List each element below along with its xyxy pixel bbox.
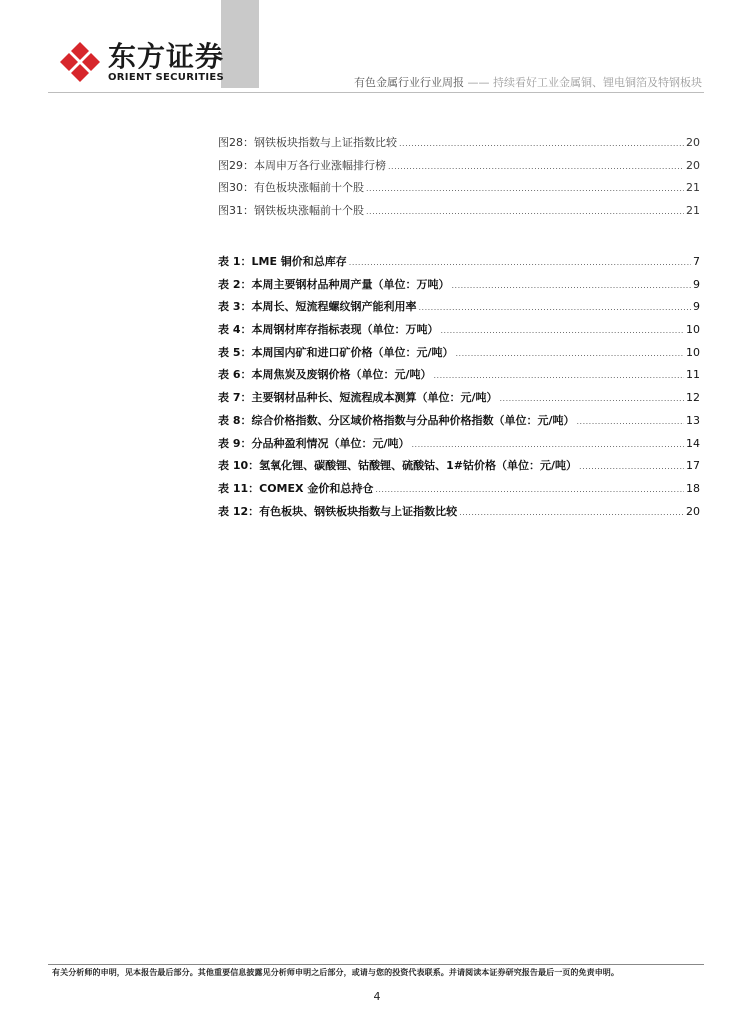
toc-row-table[interactable]: [218, 435, 700, 458]
toc-row-table[interactable]: [218, 366, 700, 389]
toc-row-figure[interactable]: [218, 134, 700, 157]
figure-list: [218, 134, 700, 225]
toc-row-figure[interactable]: [218, 202, 700, 225]
toc-page: 14: [686, 436, 700, 450]
toc-label: 表 2：本周主要钢材品种周产量（单位：万吨）: [218, 277, 450, 291]
toc-page: 21: [686, 181, 700, 195]
toc-label: 表 11：COMEX 金价和总持仓: [218, 481, 374, 495]
footer-divider: [48, 964, 704, 965]
toc-label: 表 7：主要钢材品种长、短流程成本测算（单位：元/吨）: [218, 391, 498, 405]
toc-page: 12: [686, 391, 700, 405]
toc-page: 11: [686, 368, 700, 382]
toc-row-table[interactable]: [218, 503, 700, 526]
toc-page: 7: [693, 255, 700, 268]
toc-row-table[interactable]: [218, 480, 700, 503]
toc-row-table[interactable]: [218, 344, 700, 367]
table-list: [218, 253, 700, 525]
toc-leader: [418, 303, 691, 312]
toc-page: 20: [686, 504, 700, 518]
toc-row-table[interactable]: [218, 298, 700, 321]
toc-leader: [412, 440, 685, 449]
toc-leader: [388, 162, 684, 171]
toc-row-table[interactable]: [218, 412, 700, 435]
toc-page: 10: [686, 323, 700, 337]
toc-row-table[interactable]: [218, 276, 700, 299]
toc-leader: [456, 349, 685, 358]
header-gray-bar: [221, 0, 259, 88]
toc-leader: [366, 207, 684, 216]
toc-label: 图30：有色板块涨幅前十个股: [218, 181, 364, 195]
toc-label: 表 12：有色板块、钢铁板块指数与上证指数比较: [218, 504, 458, 518]
toc-page: 10: [686, 345, 700, 359]
toc-label: 表 9：分品种盈利情况（单位：元/吨）: [218, 436, 410, 450]
toc-leader: [399, 139, 684, 148]
toc-label: 图31：钢铁板块涨幅前十个股: [218, 204, 364, 218]
toc-label: 表 10：氢氧化锂、碳酸锂、钴酸锂、硫酸钴、1#钴价格（单位：元/吨）: [218, 459, 578, 473]
toc-label: 表 1：LME 铜价和总库存: [218, 255, 347, 268]
toc-label: 表 5：本周国内矿和进口矿价格（单位：元/吨）: [218, 345, 454, 359]
toc-label: 表 8：综合价格指数、分区域价格指数与分品种价格指数（单位：元/吨）: [218, 413, 575, 427]
report-header-title: [354, 74, 702, 90]
page-number: 4: [373, 990, 381, 1003]
toc-page: 13: [686, 413, 700, 427]
toc-leader: [375, 485, 684, 494]
toc-row-table[interactable]: [218, 253, 700, 276]
toc-label: 图28：钢铁板块指数与上证指数比较: [218, 136, 397, 149]
report-subtitle: —— 持续看好工业金属铜、锂电铜箔及特钢板块: [467, 76, 702, 89]
toc-leader: [451, 281, 691, 290]
toc-page: 21: [686, 204, 700, 218]
brand-name-en: ORIENT SECURITIES: [108, 72, 225, 83]
toc-page: 9: [693, 300, 700, 314]
toc-leader: [349, 258, 691, 267]
toc-label: 表 6：本周焦炭及废钢价格（单位：元/吨）: [218, 368, 432, 382]
toc-leader: [366, 184, 684, 193]
toc-leader: [440, 326, 684, 335]
toc-row-figure[interactable]: [218, 157, 700, 180]
footer-disclaimer: 有关分析师的申明，见本报告最后部分。其他重要信息披露见分析师申明之后部分，或请与您的投资代表联系。并请阅读本证券研究报告最后一页的免责申明。: [52, 968, 619, 977]
toc-row-table[interactable]: [218, 457, 700, 480]
toc-page: 18: [686, 481, 700, 495]
orient-securities-logo-icon: [58, 40, 102, 84]
toc-leader: [500, 394, 685, 403]
toc-label: 图29：本周申万各行业涨幅排行榜: [218, 158, 386, 172]
toc-label: 表 4：本周钢材库存指标表现（单位：万吨）: [218, 323, 439, 337]
brand-name-cn: 东方证券: [108, 40, 225, 73]
header-divider: [48, 92, 704, 93]
toc-leader: [577, 417, 685, 426]
toc-row-table[interactable]: [218, 321, 700, 344]
toc-label: 表 3：本周长、短流程螺纹钢产能利用率: [218, 300, 417, 314]
toc-leader: [434, 371, 685, 380]
report-type: 有色金属行业行业周报: [354, 76, 464, 89]
toc-row-table[interactable]: [218, 389, 700, 412]
toc-row-figure[interactable]: [218, 179, 700, 202]
toc-page: 17: [686, 459, 700, 473]
toc-page: 20: [686, 158, 700, 172]
toc-page: 20: [686, 136, 700, 149]
toc-page: 9: [693, 277, 700, 291]
toc-leader: [459, 508, 684, 517]
toc-leader: [579, 462, 684, 471]
